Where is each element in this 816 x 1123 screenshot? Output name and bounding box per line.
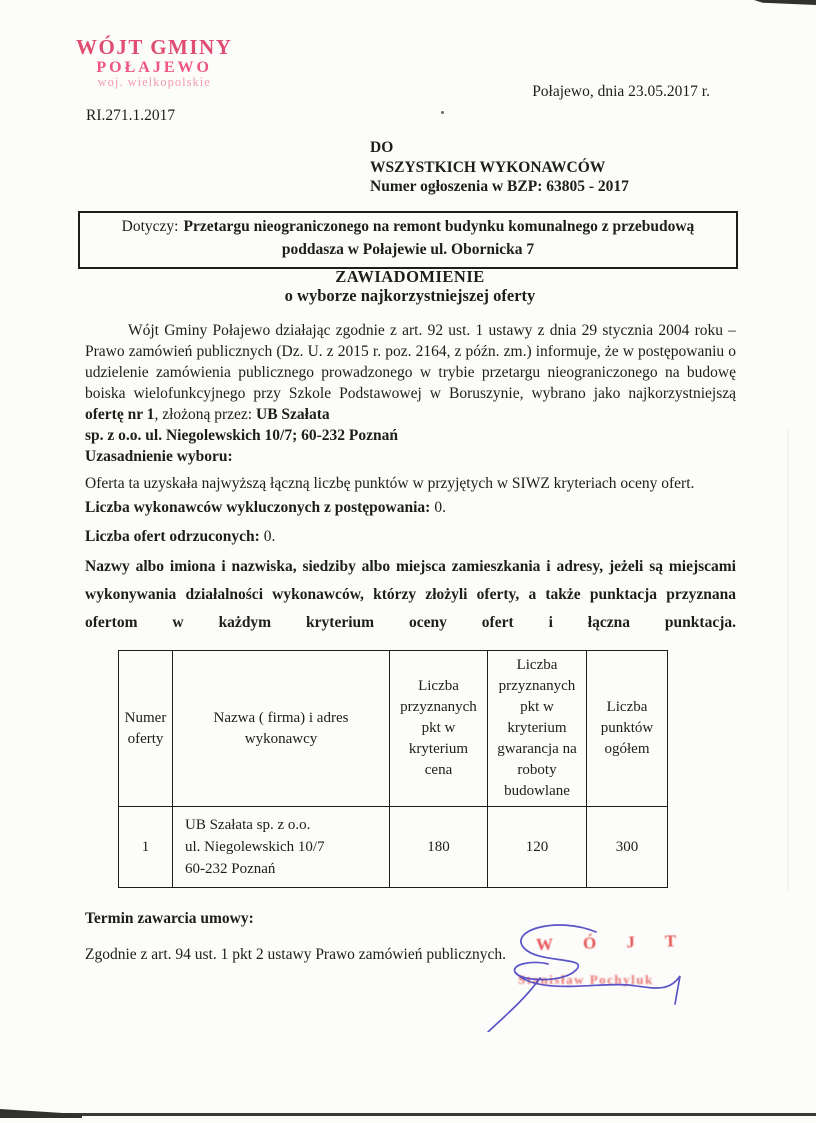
rejected-offers-line: [85, 526, 736, 548]
reference-number: RI.271.1.2017: [86, 107, 176, 124]
rejected-label: Liczba ofert odrzuconych:: [85, 528, 260, 545]
excluded-label: Liczba wykonawców wykluczonych z postępowania:: [85, 499, 431, 516]
recipient-line1: DO: [370, 139, 394, 156]
signature-area: [478, 922, 728, 1032]
cell-points-price: 180: [390, 807, 488, 888]
cell-points-warranty: 120: [488, 807, 587, 888]
scan-artifact-top-right: [754, 0, 816, 5]
scan-artifact-speck: [441, 111, 444, 114]
cell-points-total: 300: [587, 807, 668, 888]
scan-artifact-streak: [787, 430, 789, 890]
table-header-row: [119, 651, 668, 807]
header-points-total: Liczba punktów ogółem: [587, 651, 668, 807]
header-offer-number: Numer oferty: [119, 651, 173, 807]
subject-box: [78, 211, 738, 269]
main-paragraph-text: Wójt Gminy Połajewo działając zgodnie z art. 92 ust. 1 ustawy z dnia 29 stycznia 2004 roku – Prawo zamówień publicznych (Dz. U. z 2015 r. poz. 2164, z późn. zm.) informuje, że w postępowaniu o udzielenie zamówienia publicznego prowadzonego w trybie przetargu nieograniczonego na budowę boiska wielofunkcyjnego przy Szkole Podstawowej w Boruszynie, wybrano jako najkorzystniejszą: [85, 322, 736, 402]
offer-number-bold: ofertę nr 1: [85, 406, 155, 423]
header-points-price: Liczba przyznanych pkt w kryterium cena: [390, 651, 488, 807]
winner-name-bold: UB Szałata: [256, 406, 330, 423]
cell-contractor-name: [173, 807, 390, 888]
main-paragraph-text2: , złożoną przez:: [154, 406, 256, 423]
letterhead-line3: woj. wielkopolskie: [97, 74, 211, 89]
contractor-name-line1: UB Szałata sp. z o.o.: [185, 817, 311, 833]
excluded-contractors-line: [85, 497, 736, 519]
date-line: Połajewo, dnia 23.05.2017 r.: [532, 83, 710, 100]
header-points-warranty: Liczba przyznanych pkt w kryterium gwarancja na roboty budowlane: [488, 651, 587, 807]
contract-date-text: Zgodnie z art. 94 ust. 1 pkt 2 ustawy Prawo zamówień publicznych.: [85, 946, 506, 963]
title-line1: ZAWIADOMIENIE: [335, 267, 485, 286]
letterhead-stamp: [76, 36, 232, 89]
contract-date-heading: Termin zawarcia umowy:: [85, 910, 254, 927]
letterhead-line1: WÓJT GMINY: [76, 35, 233, 59]
justification-heading: Uzasadnienie wyboru:: [85, 448, 233, 465]
subject-text: Przetargu nieograniczonego na remont budynku komunalnego z przebudową poddasza w Połajewie ul. Obornicka 7: [183, 218, 695, 258]
recipient-block: [370, 138, 629, 197]
letterhead-line2: POŁAJEWO: [96, 58, 212, 76]
justification-text: Oferta ta uzyskała najwyższą łączną liczbę punktów w przyjętych w SIWZ kryteriach oceny ofert.: [85, 475, 695, 492]
document-body: [85, 320, 736, 966]
winner-address-line: sp. z o.o. ul. Niegolewskich 10/7; 60-232 Poznań: [85, 427, 399, 444]
header-contractor-name: Nazwa ( firma) i adres wykonawcy: [173, 651, 390, 807]
scan-artifact-bottom-line: [0, 1113, 816, 1116]
recipient-line2: WSZYSTKICH WYKONAWCÓW: [370, 158, 606, 176]
recipient-line3: Numer ogłoszenia w BZP: 63805 - 2017: [370, 178, 629, 195]
contractor-name-line2: ul. Niegolewskich 10/7: [185, 839, 325, 855]
offers-table: [118, 650, 668, 888]
scan-artifact-bottom-wedge: [0, 1109, 82, 1118]
rejected-value: 0.: [263, 528, 276, 545]
names-paragraph: Nazwy albo imiona i nazwiska, siedziby albo miejsca zamieszkania i adresy, jeżeli są miejscami wykonywania działalności wykonawców, którzy złożyli oferty, a także punktacja przyznana ofertom w każdym kryterium oceny ofert i łączna punktacja.: [85, 558, 736, 631]
excluded-value: 0.: [434, 499, 446, 516]
subject-label: Dotyczy:: [121, 218, 179, 235]
contractor-name-line3: 60-232 Poznań: [185, 861, 276, 877]
table-row: [119, 807, 668, 888]
title-line2: o wyborze najkorzystniejszej oferty: [284, 286, 536, 305]
cell-offer-number: 1: [119, 807, 173, 888]
handwritten-signature-icon: [478, 922, 728, 1032]
main-paragraph: [85, 320, 736, 425]
wojt-stamp-text: W Ó J T: [535, 930, 690, 955]
signer-name-stamp: Stanisław Pochyluk: [518, 972, 654, 987]
document-title: [85, 267, 735, 305]
